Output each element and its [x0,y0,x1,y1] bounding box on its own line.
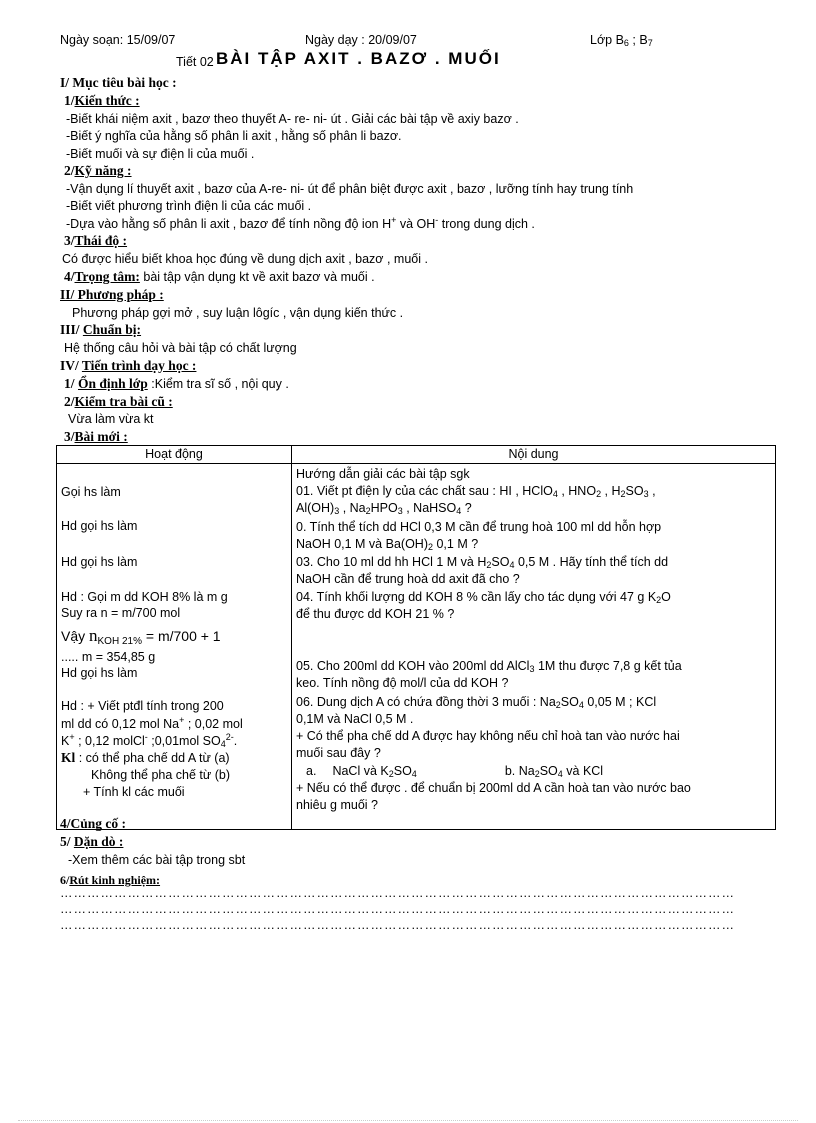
exercise-4-line-2: để thu được dd KOH 21 % ? [296,606,455,621]
page-bottom-border [18,1120,798,1121]
new-lesson-heading: 3/Bài mới : [64,429,128,444]
exercise-3-line-1: 03. Cho 10 ml dd hh HCl 1 M và $H_2SO_4$ 0,5 M . Hãy tính thể tích dd [296,554,669,570]
activity-1: Gọi hs làm [61,484,121,499]
exercise-6-line-2: 0,1M và NaCl 0,5 M . [296,711,414,726]
knowledge-line-2: -Biết ý nghĩa của hằng số phân li axit , hằng số phân li bazơ. [66,129,402,143]
lesson-number: Tiết 02 [176,55,214,69]
knowledge-line-3: -Biết muối và sự điện li của muối . [66,147,255,161]
activity-10: ml dd có 0,12 mol Na+ ; 0,02 mol [61,714,243,731]
exercise-6-line-1: 06. Dung dịch A có chứa đồng thời 3 muối : $Na_2SO_4$ 0,05 M ; KCl [296,694,657,710]
dotted-line-2: …………………………………………………………………………………………………………………………………… [60,902,735,916]
exercise-5-line-2: keo. Tính nồng độ mol/l của dd KOH ? [296,675,509,690]
exercise-3-line-2: NaOH cần để trung hoà dd axit đã cho ? [296,571,520,586]
exercise-6-line-6: + Nếu có thể được . để chuẩn bị 200ml dd A cần hoà tan vào nước bao [296,780,691,795]
activity-5: Suy ra n = m/700 mol [61,605,181,620]
attitude-heading: 3/Thái độ : [64,233,128,248]
homework-heading: 5/ Dặn dò : [60,834,124,849]
exercise-6-line-3: + Có thể pha chế dd A được hay không nếu chỉ hoà tan vào nước hai [296,728,680,743]
activity-8: Hd gọi hs làm [61,665,138,680]
knowledge-line-1: -Biết khái niệm axit , bazơ theo thuyết A- re- ni- út . Giải các bài tập về axiy bazơ . [66,112,519,126]
exercise-4-line-1: 04. Tính khối lượng dd KOH 8 % cần lấy cho tác dụng với 47 g $K_2O$ [296,589,671,605]
attitude-line: Có được hiểu biết khoa học đúng về dung dịch axit , bazơ , muối . [62,252,428,266]
class-organization-line: 1/ Ổn định lớp :Kiểm tra sĩ số , nội quy . [64,376,289,391]
skills-line-2: -Biết viết phương trình điện li của các muối . [66,199,312,213]
homework-line: -Xem thêm các bài tập trong sbt [68,853,246,867]
dotted-line-3: …………………………………………………………………………………………………………………………………… [60,918,735,932]
activity-cell [57,463,292,829]
column-header-content: Nội dung [292,446,776,464]
skills-line-1: -Vận dụng lí thuyết axit , bazơ của A-re- ni- út để phân biệt được axit , bazơ , lưỡng tính hay trung tính [66,182,634,196]
activity-11: K+ ; 0,12 molCl- ;0,01mol $SO_4^{2-}$. [61,731,238,749]
prep-date: Ngày soạn: 15/09/07 [60,33,176,47]
dotted-line-1: …………………………………………………………………………………………………………………………………… [60,886,735,900]
exercise-6-line-7: nhiêu g muối ? [296,797,379,812]
knowledge-heading: 1/Kiến thức : [64,93,140,108]
exercise-6-options: a. NaCl và $K_2SO_4$ b. $Na_2SO_4$ và KCl [306,763,604,779]
column-header-activity: Hoạt động [57,446,292,464]
section-3-heading: III/ Chuẩn bị: [60,322,142,337]
activity-4: Hd : Gọi m dd KOH 8% là m g [61,589,228,604]
exercise-2-line-1: 0. Tính thể tích dd HCl 0,3 M cần để trung hoà 100 ml dd hỗn hợp [296,519,662,534]
consolidation-heading: 4/Củng cố : [60,816,127,831]
exercise-1-line-2: $Al(OH)_3$ , $Na_2HPO_3$ , NaHSO$_4$ ? [296,500,472,516]
preparation-line: Hệ thống câu hỏi và bài tập có chất lượng [64,341,297,355]
skills-line-3: -Dựa vào hằng số phân li axit , bazơ để tính nồng độ ion H+ và OH- trong dung dịch . [66,215,535,231]
skills-heading: 2/Kỹ năng : [64,163,132,178]
method-line: Phương pháp gợi mở , suy luận lôgíc , vận dụng kiến thức . [72,306,404,320]
activity-13: Không thể pha chế từ (b) [91,767,231,782]
old-lesson-check-heading: 2/Kiểm tra bài cũ : [64,394,173,409]
old-lesson-check-line: Vừa làm vừa kt [68,412,154,426]
lesson-table [56,445,776,830]
exercise-1-line-1: 01. Viết pt điện ly của các chất sau : HI , HClO$_4$ , $HNO_2$ , $H_2SO_3$ , [296,483,656,499]
focus-line: 4/Trọng tâm: bài tập vận dụng kt về axit bazơ và muối . [64,269,375,284]
experience-heading: 6/Rút kinh nghiệm: [60,873,161,887]
exercise-2-line-2: NaOH 0,1 M và $Ba(OH)_2$ 0,1 M ? [296,536,479,552]
activity-14: + Tính kl các muối [83,784,185,799]
activity-formula: Vậy $n_{KOH 21\%} = m/700 + 1$ [61,625,221,647]
content-intro: Hướng dẫn giải các bài tập sgk [296,466,470,481]
content-cell [292,463,776,829]
section-4-heading: IV/ Tiến trình dạy học : [60,358,197,373]
section-2-heading: II/ Phương pháp : [60,287,164,302]
activity-7: ..... m = 354,85 g [61,649,156,664]
section-1-heading: I/ Mục tiêu bài học : [60,75,177,90]
class-label: Lớp $B_6$ ; $B_7$ [590,33,653,48]
activity-9: Hd : + Viết ptđl tính trong 200 [61,698,224,713]
activity-12: Kl : có thể pha chế dd A từ (a) [61,749,230,765]
page-title: BÀI TẬP AXIT . BAZƠ . MUỐI [216,49,501,68]
exercise-5-line-1: 05. Cho 200ml dd KOH vào 200ml dd AlCl$_3$ 1M thu được 7,8 g kết tủa [296,658,682,674]
activity-3: Hd gọi hs làm [61,554,138,569]
activity-2: Hd gọi hs làm [61,518,138,533]
teach-date: Ngày dạy : 20/09/07 [305,33,417,47]
exercise-6-line-4: muối sau đây ? [296,745,381,760]
